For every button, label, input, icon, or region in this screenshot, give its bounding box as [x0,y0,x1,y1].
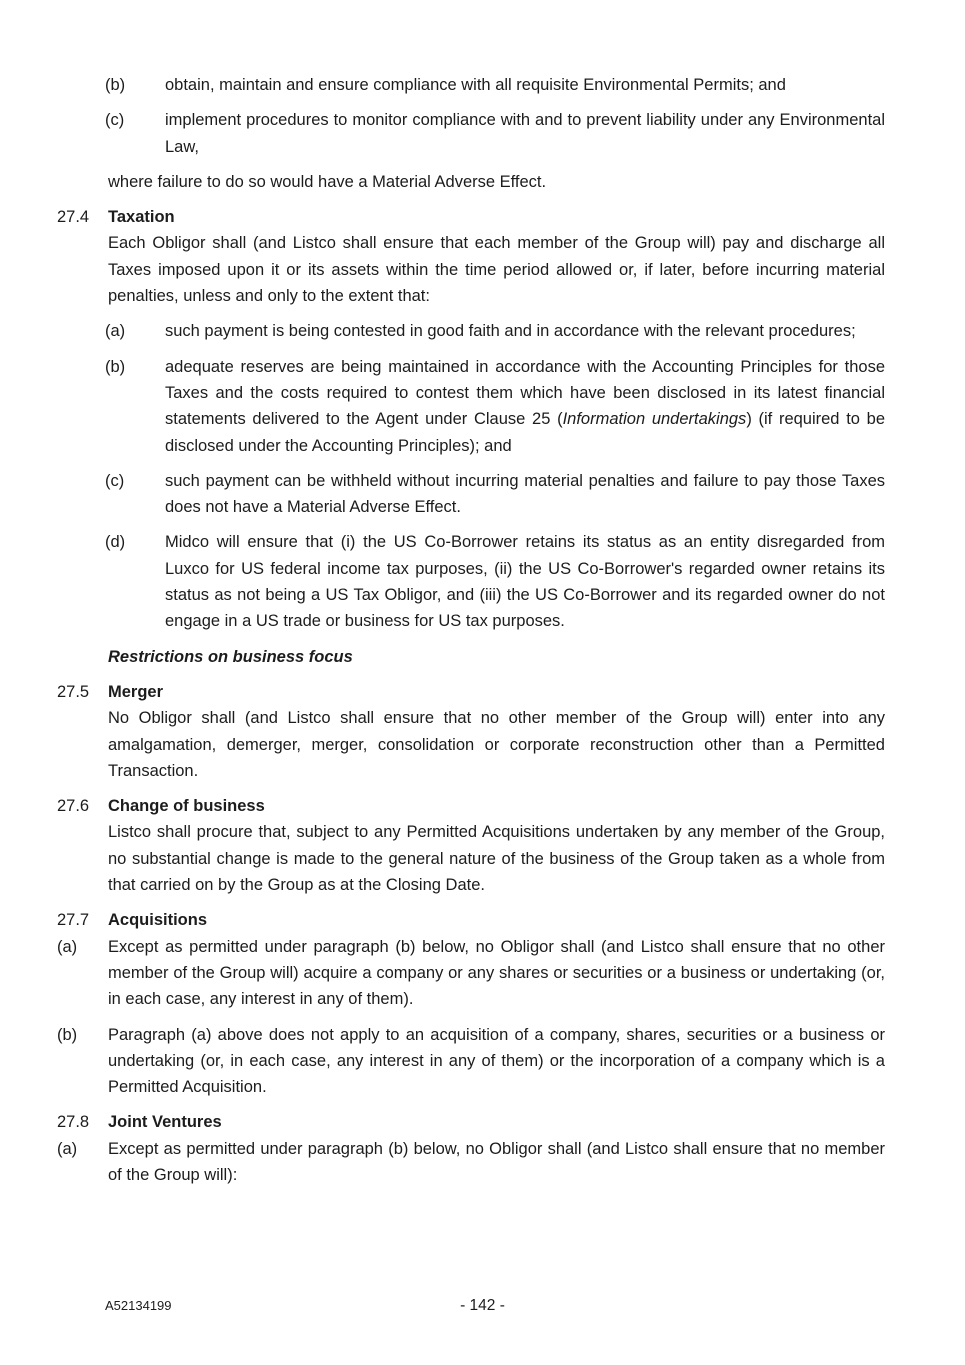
paragraph-where-failure: where failure to do so would have a Material Adverse Effect. [108,172,547,191]
section-title: Taxation [108,208,175,227]
item-marker: (c) [105,111,125,130]
item-text: implement procedures to monitor compliance with and to prevent liability under any Environmental Law, [165,111,885,156]
clause-item-27-4-b [57,354,885,459]
clause-item-c-environmental-law [57,107,885,160]
item-text-post: ) (if required to be disclosed under the Accounting Principles); and [165,410,886,455]
section-title: Merger [108,682,164,701]
clause-item-27-4-d [57,529,885,634]
item-marker: (d) [105,533,126,552]
section-heading-27-4 [57,204,885,230]
clause-item-27-4-c [57,468,885,521]
item-text-defined-term: Information undertakings [562,410,747,429]
section-heading-27-5 [57,679,885,705]
item-marker: (c) [105,471,125,490]
item-text: obtain, maintain and ensure compliance with all requisite Environmental Permits; and [165,76,786,94]
item-marker: (b) [105,357,126,376]
clause-item-27-8-a [57,1136,885,1189]
item-text: Except as permitted under paragraph (b) below, no Obligor shall (and Listco shall ensure that no member of the Group will): [108,1139,885,1184]
item-text: Paragraph (a) above does not apply to an acquisition of a company, shares, securities or a business or undertaking (or, in each case, any interest in any of them) or the incorporation of a company which is a Permitted Acquisition. [108,1025,885,1097]
item-marker: (b) [57,1025,78,1044]
section-title: Change of business [108,797,265,816]
item-marker: (a) [105,322,126,341]
clause-item-27-7-a [57,934,885,1013]
clause-item-b-environmental-permits [57,72,885,98]
paragraph-change-of-business-body: Listco shall procure that, subject to any Permitted Acquisitions undertaken by any member of the Group, no substantial change is made to the general nature of the business of the Group taken as a whole from that carried on by the Group as at the Closing Date. [108,823,885,895]
item-text: Except as permitted under paragraph (b) below, no Obligor shall (and Listco shall ensure that no other member of the Group will) acquire a company or any shares or securities or a business or undertaking (or, in each case, any interest in any of them). [108,937,885,1009]
section-number: 27.7 [57,911,90,930]
section-heading-27-6 [57,793,885,819]
item-marker: (a) [57,1139,78,1158]
clause-item-27-4-a [57,318,885,344]
item-marker: (a) [57,937,78,956]
section-number: 27.8 [57,1113,90,1132]
paragraph-taxation-intro: Each Obligor shall (and Listco shall ensure that each member of the Group will) pay and discharge all Taxes imposed upon it or its assets within the time period allowed or, if later, before incurring material penalties, unless and only to the extent that: [108,234,885,306]
paragraph-merger-body: No Obligor shall (and Listco shall ensure that no other member of the Group will) enter into any amalgamation, demerger, merger, consolidation or corporate reconstruction other than a Permitted Transaction. [108,709,885,780]
item-marker: (b) [105,76,126,94]
page-content [57,72,885,1197]
item-text-pre: adequate reserves are being maintained in accordance with the Accounting Principles for those Taxes and the costs required to contest them which have been disclosed in its latest financial statements delivered to the Agent under Clause 25 ( [165,357,885,429]
section-number: 27.4 [57,208,90,227]
item-text: such payment is being contested in good faith and in accordance with the relevant procedures; [165,322,856,341]
item-text: Midco will ensure that (i) the US Co-Borrower retains its status as an entity disregarded from Luxco for US federal income tax purposes, (ii) the US Co-Borrower's regarded owner retains its status as not being a US Tax Obligor, and (iii) the US Co-Borrower and its regarded owner do not engage in a US trade or business for US tax purposes. [165,533,885,631]
document-reference-number: A52134199 [105,1298,172,1313]
item-text: such payment can be withheld without incurring material penalties and failure to pay those Taxes does not have a Material Adverse Effect. [165,471,885,517]
page-number: - 142 - [460,1297,505,1314]
section-heading-27-8 [57,1109,885,1135]
section-number: 27.6 [57,797,90,816]
section-title: Joint Ventures [108,1113,222,1132]
section-title: Acquisitions [108,911,208,930]
clause-item-27-7-b [57,1022,885,1101]
subheading-restrictions-on-business-focus: Restrictions on business focus [108,647,353,666]
section-number: 27.5 [57,682,90,701]
section-heading-27-7 [57,907,885,933]
item-text [165,354,885,459]
